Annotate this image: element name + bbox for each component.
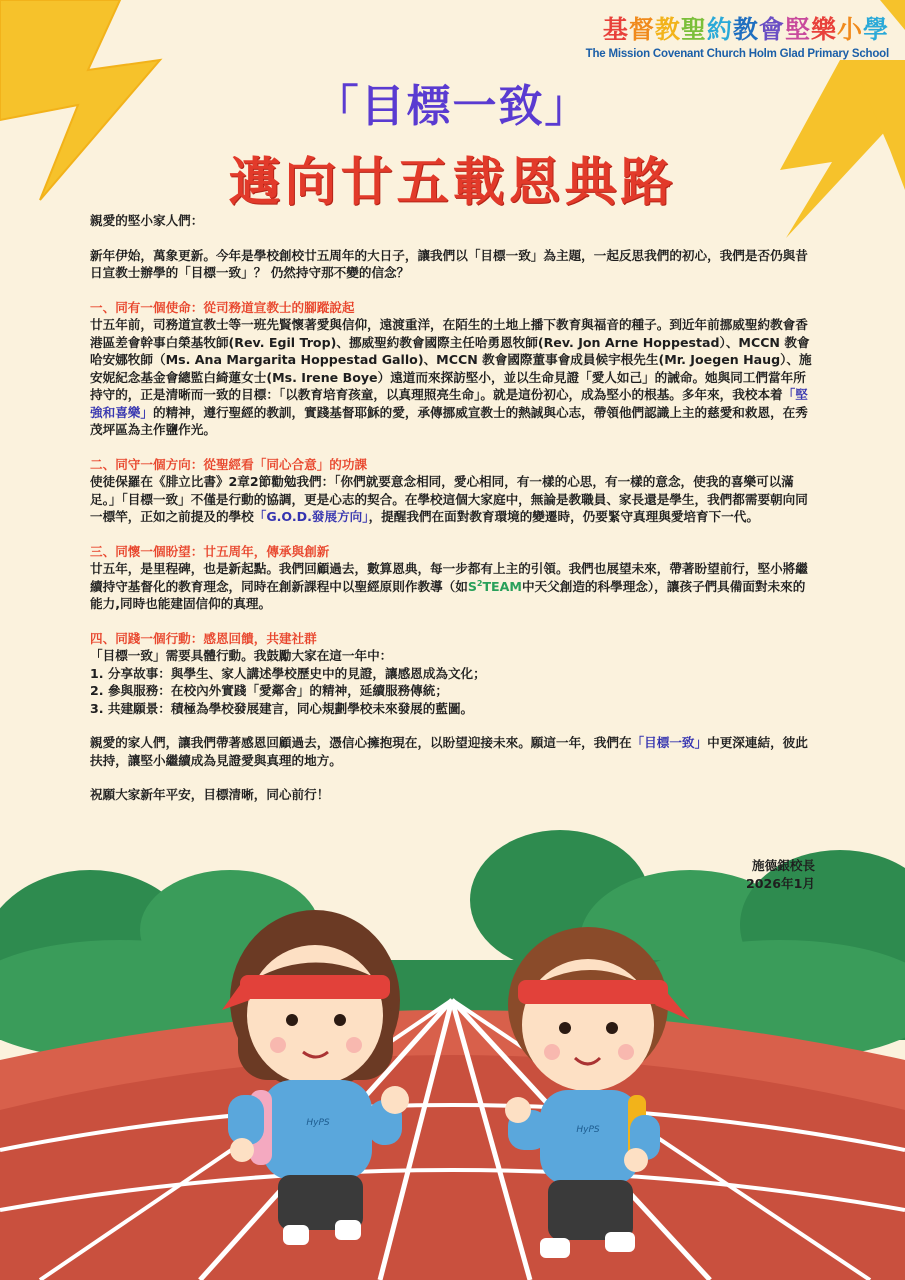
intro-paragraph: 新年伊始，萬象更新。今年是學校創校廿五周年的大日子，讓我們以「目標一致」為主題，一起反思我們的初心，我們是否仍與昔日宣教士辦學的「目標一致」？ 仍然持守那不變的信念？ <box>90 247 808 280</box>
list-item: 2. 參與服務：在校內外實踐「愛鄰舍」的精神，延續服務傳統； <box>90 683 448 698</box>
section-2-paragraph: 使徒保羅在《腓立比書》2章2節勸勉我們：「你們就要意念相同，愛心相同，有一樣的心思，有一樣的意念，使我的喜樂可以滿足。」「目標一致」不僅是行動的協調，更是心志的契合。在學校這個大家庭中，無論是教職員、家長還是學生，我們都需要朝向同一標竿，正如之前提及的學校「G.O.D.發展方向」，提醒我們在面對教育環境的變遷時，仍要緊守真理與愛培育下一代。 <box>90 474 808 524</box>
section-4-intro: 「目標一致」需要具體行動。我鼓勵大家在這一年中： <box>90 648 393 663</box>
greeting: 親愛的堅小家人們： <box>90 213 204 228</box>
logo-char: 堅 <box>784 15 811 44</box>
running-track <box>0 1000 905 1280</box>
section-2-title: 二、同守一個方向：從聖經看「同心合意」的功課 <box>90 456 368 472</box>
list-item: 3. 共建願景：積極為學校發展建言，同心規劃學校未來發展的藍圖。 <box>90 700 474 716</box>
section-3-title: 三、同懷一個盼望：廿五周年，傳承與創新 <box>90 543 330 559</box>
principal-name: 施德銀校長 <box>752 858 815 873</box>
letter-date: 2026年1月 <box>745 876 815 891</box>
section-1-title: 一、同有一個使命：從司務道宣教士的腳蹤說起 <box>90 299 355 315</box>
logo-char: 樂 <box>810 15 837 44</box>
highlight-god-direction: 「G.O.D.發展方向」 <box>253 509 369 524</box>
logo-char: 聖 <box>680 15 707 44</box>
highlight-goal-aligned: 「目標一致」 <box>631 735 708 750</box>
wish-line: 祝願大家新年平安，目標清晰，同心前行！ <box>90 787 330 802</box>
list-item: 1. 分享故事：與學生、家人講述學校歷史中的見證，讓感恩成為文化； <box>90 665 486 681</box>
main-title: 「目標一致」 <box>314 81 591 132</box>
logo-char: 督 <box>628 15 655 44</box>
boy-shirt-text: HyPS <box>576 1125 600 1135</box>
subtitle: 邁向廿五載恩典路 <box>228 152 677 213</box>
logo-char: 教 <box>654 15 681 44</box>
section-1-paragraph: 廿五年前，司務道宣教士等一班先賢懷著愛與信仰，遠渡重洋，在陌生的土地上播下教育與福音的種子。到近年前挪威聖約教會香港區差會幹事白榮基牧師(Rev. Egil Trop)、挪威聖約教會國際主任哈勇恩牧師(Rev. Jon Arne Hoppestad）、MCCN 教會哈安娜牧師（Ms. Ana Margarita Hoppestad Gallo)、MCCN 教會國際董事會成員候宇根先生(Mr. Joegen Haug）、施安妮紀念基金會總監白綺蓮女士(Ms. Irene Boye）遠道而來探訪堅小，並以生命見證「愛人如己」的誡命。她與同工們當年所持守的，正是清晰而一致的目標：「以教育培育孩童，以真理照亮生命」。就是這份初心，成為堅小的根基。多年來，我校本着「堅強和喜樂」的精神，遵行聖經的教訓，實踐基督耶穌的愛，承傳挪威宣教士的熱誠與心志，帶領他們認識上主的慈愛和救恩，在秀茂坪區為主作鹽作光。 <box>90 317 812 437</box>
letter-body <box>90 212 815 804</box>
logo-char: 教 <box>732 15 759 44</box>
logo-char: 約 <box>706 15 733 44</box>
logo-char: 會 <box>758 15 785 44</box>
girl-shirt-text: HyPS <box>306 1118 330 1128</box>
highlight-s2team: $S^2TEAM$ <box>467 578 522 594</box>
highlight-strong-joyful: 「堅強和喜樂」 <box>90 387 808 420</box>
logo-char: 基 <box>602 15 629 44</box>
section-4-title: 四、同踐一個行動：感恩回饋，共建社群 <box>90 630 317 646</box>
section-3-paragraph: 廿五年，是里程碑，也是新起點。我們回顧過去，數算恩典，每一步都有上主的引領。我們也展望未來，帶著盼望前行，堅小將繼續持守基督化的教育理念，同時在創新課程中以聖經原則作教導（如$S^2TEAM$中天父創造的科學理念），讓孩子們具備面對未來的能力,同時也能建固信仰的真理。 <box>90 561 808 611</box>
logo-char: 學 <box>862 15 889 44</box>
school-name-english: The Mission Covenant Church Holm Glad Primary School <box>585 48 889 60</box>
school-logo <box>586 10 889 60</box>
school-name-chinese <box>586 10 889 46</box>
signature <box>746 857 815 893</box>
logo-char: 小 <box>836 15 863 44</box>
closing-paragraph: 親愛的家人們，讓我們帶著感恩回顧過去，憑信心擁抱現在，以盼望迎接未來。願這一年，我們在「目標一致」中更深連結，彼此扶持，讓堅小繼續成為見證愛與真理的地方。 <box>90 735 808 768</box>
